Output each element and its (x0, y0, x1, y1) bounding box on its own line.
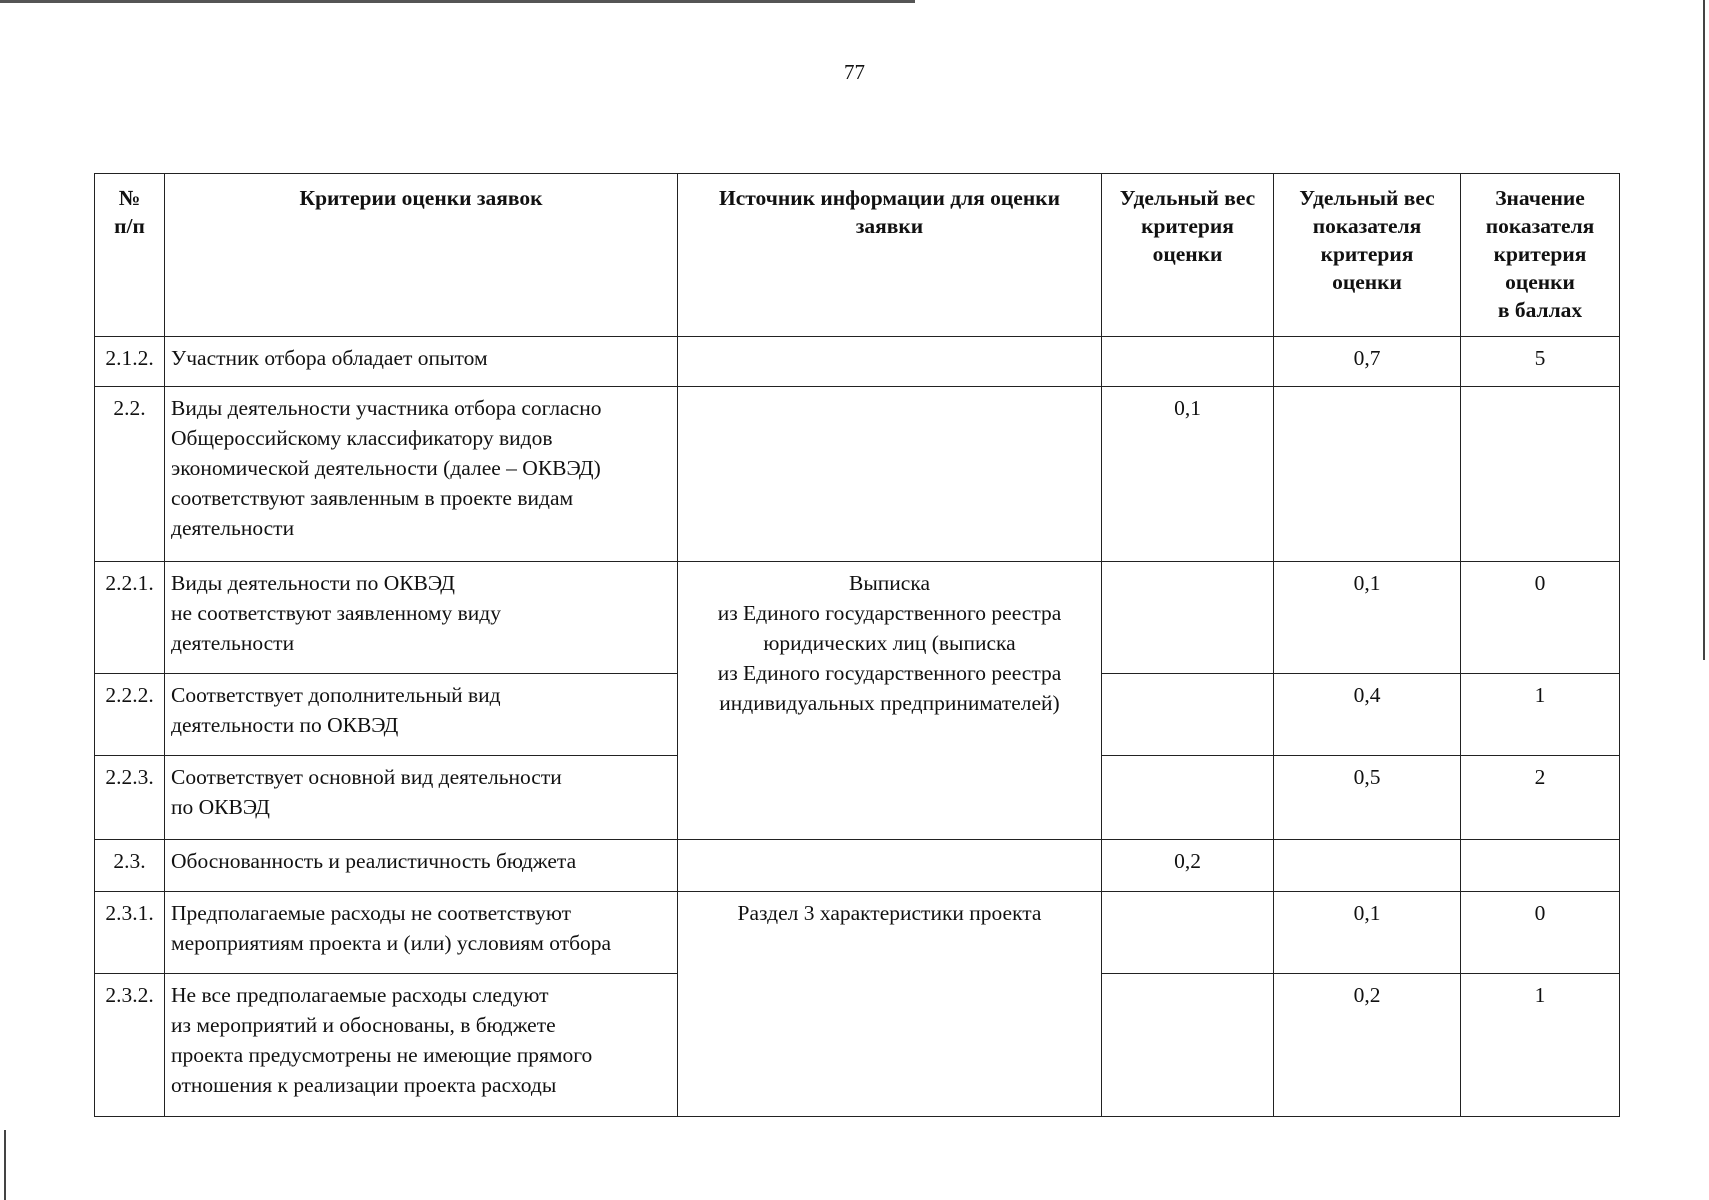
row-number: 2.3. (95, 840, 165, 892)
table-row (95, 892, 1620, 974)
row-weight-indicator: 0,5 (1274, 756, 1461, 840)
page-number: 77 (844, 60, 865, 84)
row-weight-criterion (1102, 756, 1274, 840)
row-weight-criterion (1102, 674, 1274, 756)
scan-edge-top (0, 0, 915, 3)
source-okved-extract: Выписка из Единого государственного реестра юридических лиц (выписка из Единого государственного реестра индивидуальных предпринимателей) (678, 562, 1102, 840)
header-value-points: Значение показателя критерия оценки в баллах (1461, 174, 1620, 337)
table-row (95, 562, 1620, 674)
row-value: 1 (1461, 674, 1620, 756)
row-weight-indicator: 0,2 (1274, 974, 1461, 1117)
row-value: 5 (1461, 337, 1620, 387)
row-weight-indicator (1274, 840, 1461, 892)
row-weight-criterion (1102, 337, 1274, 387)
row-weight-indicator: 0,7 (1274, 337, 1461, 387)
row-criteria: Виды деятельности участника отбора согласно Общероссийскому классификатору видов экономической деятельности (далее – ОКВЭД) соответствуют заявленным в проекте видам деятельности (165, 387, 678, 562)
row-value: 0 (1461, 562, 1620, 674)
row-weight-indicator: 0,1 (1274, 892, 1461, 974)
row-source (678, 840, 1102, 892)
row-value: 0 (1461, 892, 1620, 974)
row-source (678, 337, 1102, 387)
scan-edge-left (4, 1130, 6, 1200)
row-number: 2.2.3. (95, 756, 165, 840)
criteria-table (94, 173, 1620, 1117)
row-value: 2 (1461, 756, 1620, 840)
header-criteria: Критерии оценки заявок (165, 174, 678, 337)
row-weight-indicator: 0,4 (1274, 674, 1461, 756)
row-weight-criterion: 0,1 (1102, 387, 1274, 562)
row-weight-criterion (1102, 974, 1274, 1117)
row-value (1461, 840, 1620, 892)
row-criteria: Предполагаемые расходы не соответствуют мероприятиям проекта и (или) условиям отбора (165, 892, 678, 974)
row-weight-criterion: 0,2 (1102, 840, 1274, 892)
row-weight-criterion (1102, 892, 1274, 974)
header-source: Источник информации для оценки заявки (678, 174, 1102, 337)
row-criteria: Участник отбора обладает опытом (165, 337, 678, 387)
header-weight-indicator: Удельный вес показателя критерия оценки (1274, 174, 1461, 337)
row-number: 2.3.2. (95, 974, 165, 1117)
row-number: 2.3.1. (95, 892, 165, 974)
row-number: 2.2.2. (95, 674, 165, 756)
row-weight-indicator (1274, 387, 1461, 562)
row-value (1461, 387, 1620, 562)
table-row (95, 387, 1620, 562)
row-criteria: Виды деятельности по ОКВЭД не соответствуют заявленному виду деятельности (165, 562, 678, 674)
table-row (95, 337, 1620, 387)
header-weight-criterion: Удельный вес критерия оценки (1102, 174, 1274, 337)
scan-edge-right (1703, 0, 1705, 660)
row-criteria: Соответствует дополнительный вид деятельности по ОКВЭД (165, 674, 678, 756)
row-number: 2.2. (95, 387, 165, 562)
table-row (95, 840, 1620, 892)
row-source (678, 387, 1102, 562)
row-number: 2.2.1. (95, 562, 165, 674)
row-weight-criterion (1102, 562, 1274, 674)
row-number: 2.1.2. (95, 337, 165, 387)
source-budget-section: Раздел 3 характеристики проекта (678, 892, 1102, 1117)
row-criteria: Соответствует основной вид деятельности по ОКВЭД (165, 756, 678, 840)
row-value: 1 (1461, 974, 1620, 1117)
header-num: № п/п (95, 174, 165, 337)
row-criteria: Не все предполагаемые расходы следуют из мероприятий и обоснованы, в бюджете проекта предусмотрены не имеющие прямого отношения к реализации проекта расходы (165, 974, 678, 1117)
row-weight-indicator: 0,1 (1274, 562, 1461, 674)
row-criteria: Обоснованность и реалистичность бюджета (165, 840, 678, 892)
table-header-row (95, 174, 1620, 337)
